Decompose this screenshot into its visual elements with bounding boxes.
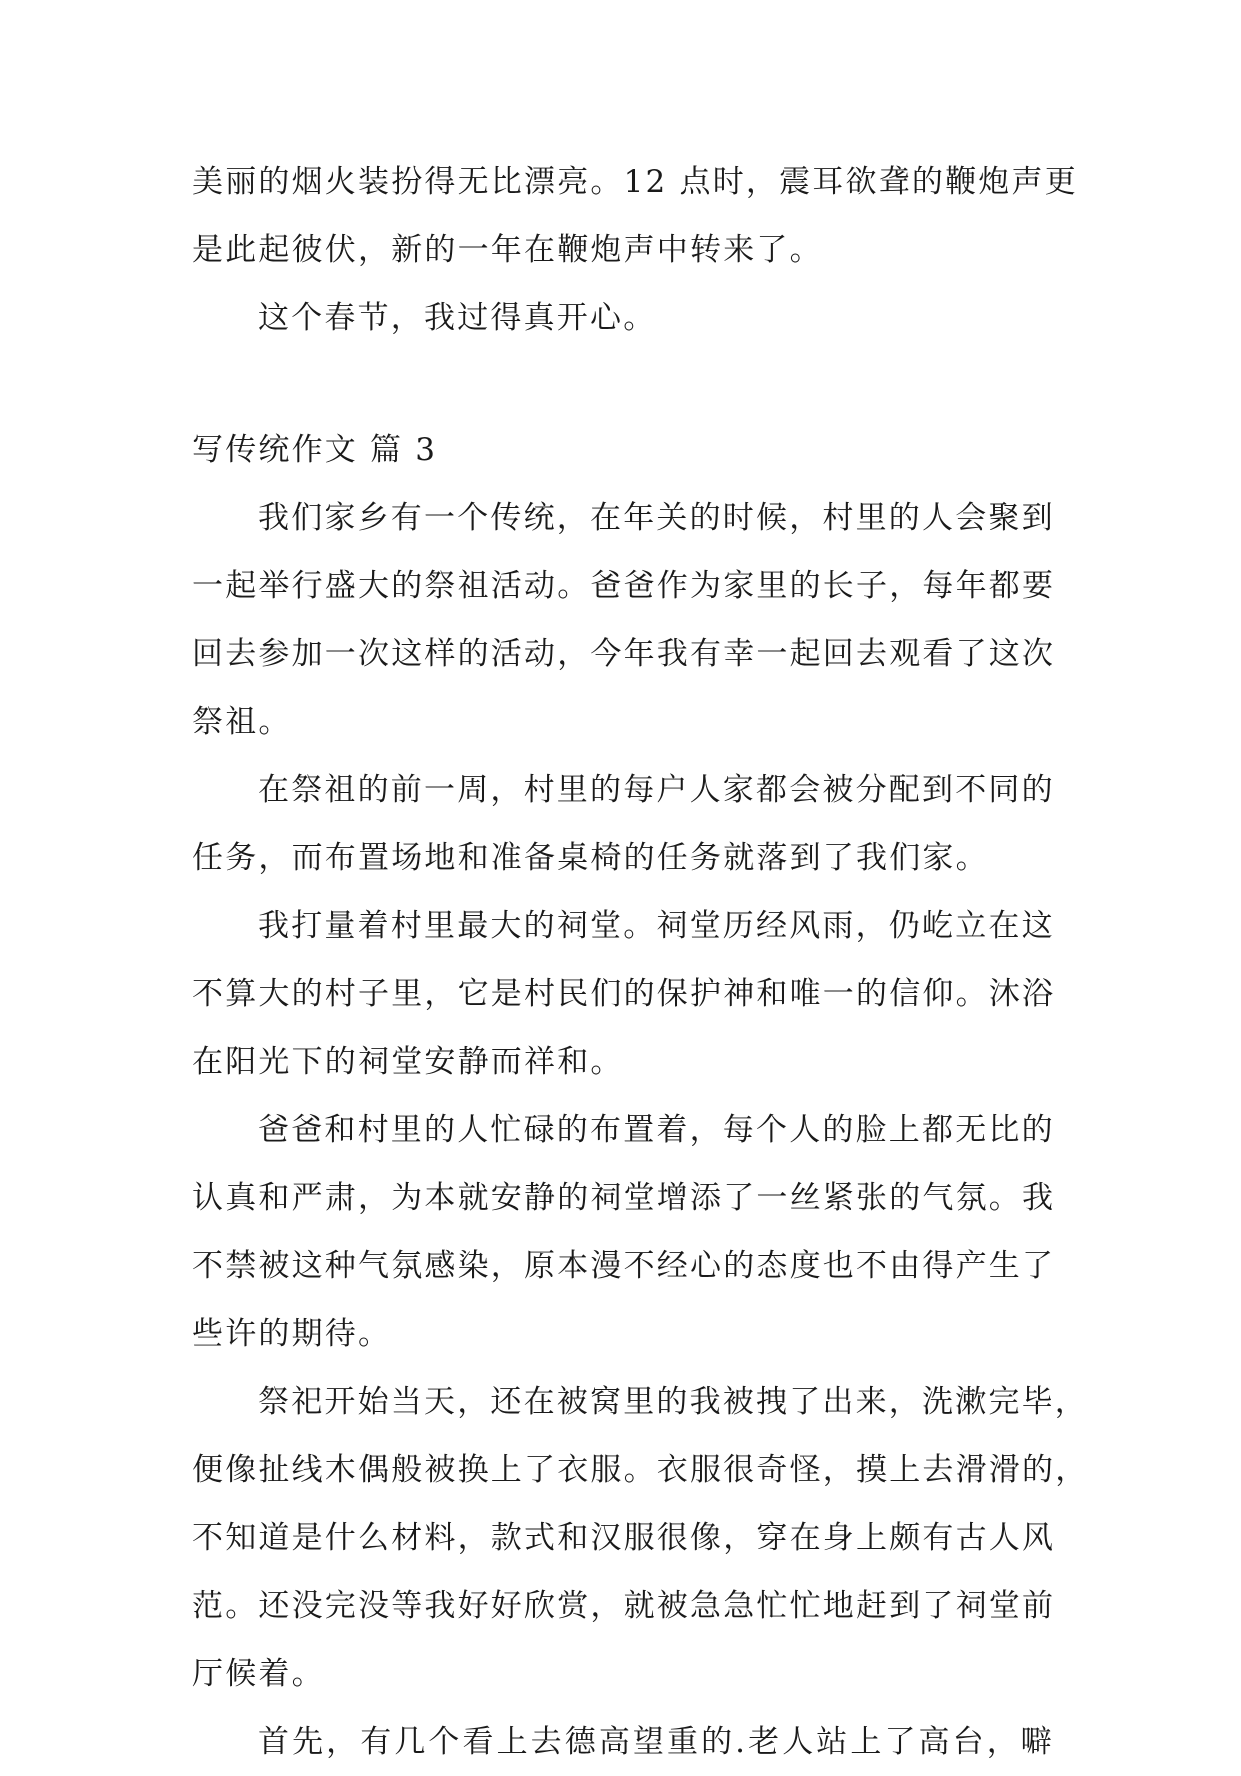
text-line: 在阳光下的祠堂安静而祥和。 [192,1044,624,1080]
text-line: 不禁被这种气氛感染，原本漫不经心的态度也不由得产生了 [192,1248,1056,1284]
text-line: 祭祀开始当天，还在被窝里的我被拽了出来，洗漱完毕， [258,1384,1088,1420]
paragraph-continued [192,148,1078,284]
text-line: 任务，而布置场地和准备桌椅的任务就落到了我们家。 [192,840,989,876]
text-line: 一起举行盛大的祭祖活动。爸爸作为家里的长子，每年都要 [192,568,1056,604]
paragraph [192,284,1054,352]
paragraph [192,1096,1054,1368]
text-line: 是此起彼伏，新的一年在鞭炮声中转来了。 [192,232,823,268]
text-line: 便像扯线木偶般被换上了衣服。衣服很奇怪，摸上去滑滑的， [192,1452,1089,1488]
text-line: 美丽的烟火装扮得无比漂亮。12 点时，震耳欲聋的鞭炮声更 [192,164,1078,200]
document-page [192,148,1089,1776]
text-line: 不知道是什么材料，款式和汉服很像，穿在身上颇有古人风 [192,1520,1056,1556]
text-line: 不算大的村子里，它是村民们的保护神和唯一的信仰。沐浴 [192,976,1056,1012]
text-line: 回去参加一次这样的活动，今年我有幸一起回去观看了这次 [192,636,1056,672]
text-line: 范。还没完没等我好好欣赏，就被急急忙忙地赶到了祠堂前 [192,1588,1056,1624]
text-line: 厅候着。 [192,1656,325,1692]
text-line: 这个春节，我过得真开心。 [258,300,657,336]
text-line: 认真和严肃，为本就安静的祠堂增添了一丝紧张的气氛。我 [192,1180,1056,1216]
paragraph [192,1708,1054,1776]
paragraph [192,1368,1089,1708]
section-title: 写传统作文 篇 3 [192,432,438,468]
paragraph [192,892,1054,1096]
paragraph [192,756,1054,892]
text-line: 我打量着村里最大的祠堂。祠堂历经风雨，仍屹立在这 [258,908,1055,944]
text-line: 在祭祖的前一周，村里的每户人家都会被分配到不同的 [258,772,1055,808]
text-line: 爸爸和村里的人忙碌的布置着，每个人的脸上都无比的 [258,1112,1055,1148]
text-line: 我们家乡有一个传统，在年关的时候，村里的人会聚到 [258,500,1055,536]
text-line: 些许的期待。 [192,1316,392,1352]
section-gap [192,352,1054,416]
text-line: 首先，有几个看上去德高望重的.老人站上了高台，噼 [258,1724,1054,1760]
text-line: 祭祖。 [192,704,292,740]
paragraph [192,484,1054,756]
